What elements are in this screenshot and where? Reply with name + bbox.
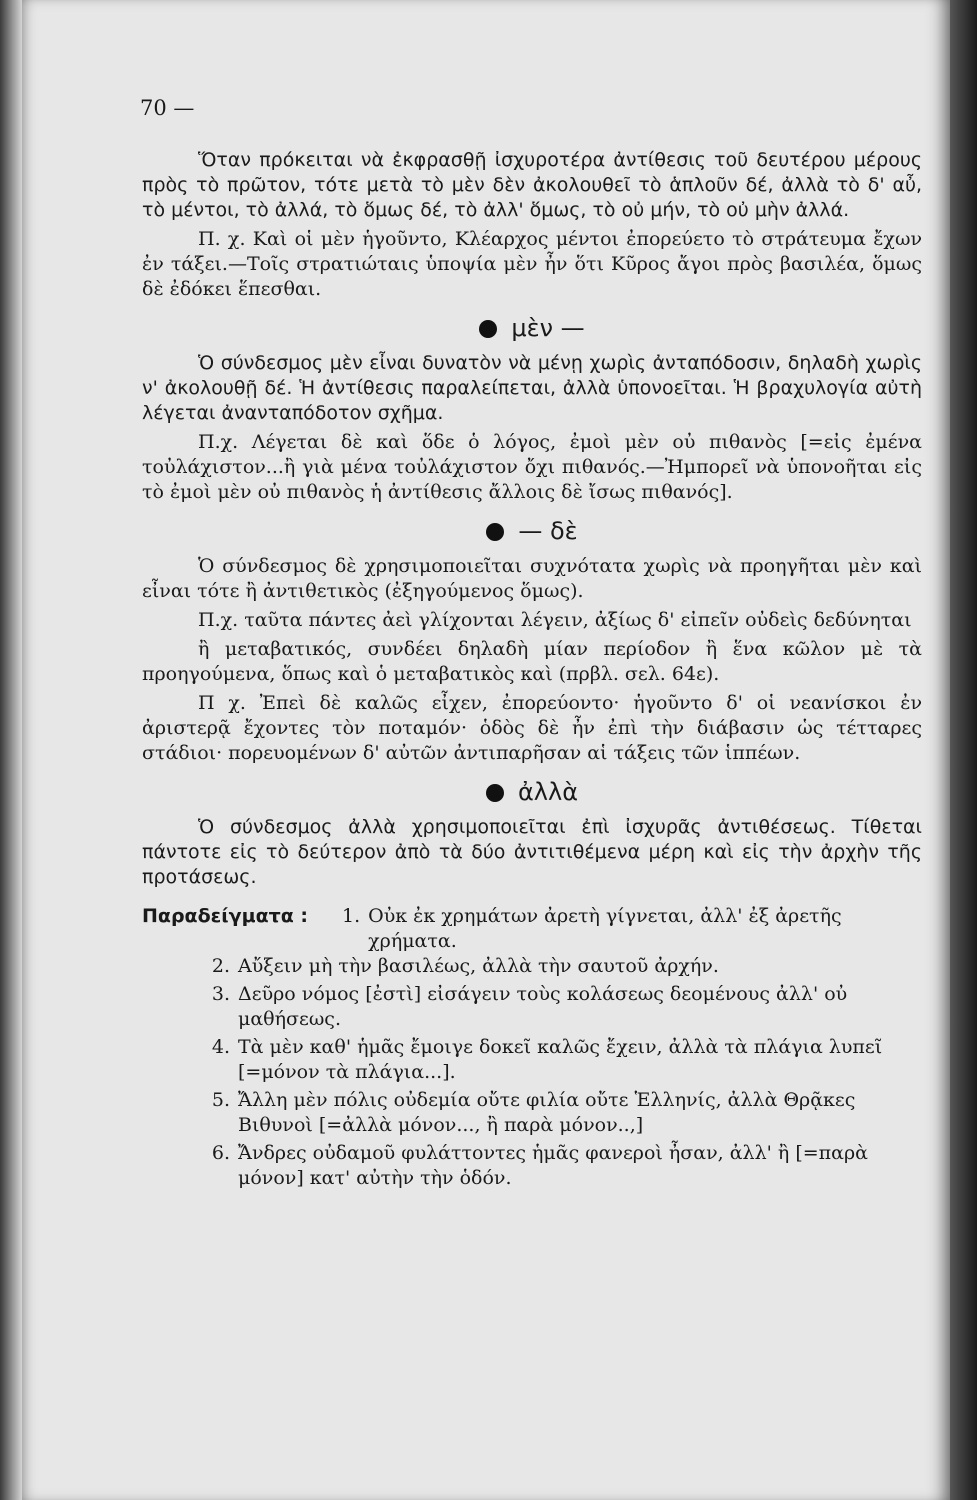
example-row — [142, 1088, 922, 1138]
heading-de-text: — δὲ — [518, 517, 578, 545]
example-num: 1. — [342, 905, 361, 927]
heading-de — [142, 519, 922, 544]
page-right-edge — [950, 0, 977, 1500]
para-men-without-de: Ὁ σύνδεσμος μὲν εἶναι δυνατὸν νὰ μένῃ χωρὶς ἀνταπόδοσιν, δηλαδὴ χωρὶς ν' ἀκολουθῇ δέ. Ἡ ἀντίθεσις παραλείπεται, ἀλλὰ ὑπονοεῖται. Ἡ βραχυλογία αὐτὴ λέγεται ἀνανταπόδοτον σχῆμα. — [142, 352, 922, 424]
example-row — [142, 1141, 922, 1191]
example-num: 4. — [211, 1036, 230, 1058]
bullet-icon — [479, 320, 497, 338]
page-left-edge — [0, 0, 22, 1500]
heading-men-text: μὲν — — [511, 314, 585, 342]
example-text: Τὰ μὲν καθ' ἡμᾶς ἔμοιγε δοκεῖ καλῶς ἔχειν, ἀλλὰ τὰ πλάγια λυπεῖ [=μόνον τὰ πλάγια...]. — [238, 1036, 883, 1083]
para-example-de-2: Π χ. Ἐπεὶ δὲ καλῶς εἶχεν, ἐπορεύοντο· ἡγοῦντο δ' οἱ νεανίσκοι ἐν ἀριστερᾷ ἔχοντες τὸν ποταμόν· ὁδὸς δὲ ἦν ἐπὶ τὴν διάβασιν ὡς τέτταρες στάδιοι· πορευομένων δ' αὐτῶν ἀντιπαρῆσαν αἱ τάξεις τῶν ἱππέων. — [142, 692, 922, 764]
example-text: Ἄνδρες οὐδαμοῦ φυλάττοντες ἡμᾶς φανεροὶ ἦσαν, ἀλλ' ἢ [=παρὰ μόνον] κατ' αὐτὴν τὴν ὁδόν. — [238, 1142, 868, 1189]
para-de-transitional: ἢ μεταβατικός, συνδέει δηλαδὴ μίαν περίοδον ἢ ἕνα κῶλον μὲ τὰ προηγούμενα, ὅπως καὶ ὁ μεταβατικὸς καὶ (πρβλ. σελ. 64ε). — [142, 638, 922, 685]
para-strong-antithesis: Ὅταν πρόκειται νὰ ἐκφρασθῇ ἰσχυροτέρα ἀντίθεσις τοῦ δευτέρου μέρους πρὸς τὸ πρῶτον, τότε μετὰ τὸ μὲν δὲν ἀκολουθεῖ τὸ ἁπλοῦν δέ, ἀλλὰ τὸ δ' αὖ, τὸ μέντοι, τὸ ἀλλά, τὸ ὅμως δέ, τὸ ἀλλ' ὅμως, τὸ οὐ μήν, τὸ οὐ μὴν ἀλλά. — [142, 149, 922, 221]
examples-list — [142, 904, 922, 1191]
example-num: 2. — [211, 955, 230, 977]
example-num: 6. — [211, 1142, 230, 1164]
heading-alla — [142, 780, 922, 805]
example-text: Οὐκ ἐκ χρημάτων ἀρετὴ γίγνεται, ἀλλ' ἐξ ἀρετῆς χρήματα. — [368, 905, 842, 952]
para-example-menntoi: Π. χ. Καὶ οἱ μὲν ἡγοῦντο, Κλέαρχος μέντοι ἐπορεύετο τὸ στράτευμα ἔχων ἐν τάξει.—Τοῖς στρατιώταις ὑποψία μὲν ἦν ὅτι Κῦρος ἄγοι πρὸς βασιλέα, ὅμως δὲ ἐδόκει ἕπεσθαι. — [142, 228, 922, 300]
heading-men — [142, 316, 922, 341]
example-num: 5. — [211, 1089, 230, 1111]
example-row — [142, 982, 922, 1032]
example-row — [142, 954, 922, 979]
example-row — [142, 1035, 922, 1085]
example-text: Δεῦρο νόμος [ἐστὶ] εἰσάγειν τοὺς κολάσεως δεομένους ἀλλ' οὐ μαθήσεως. — [238, 983, 848, 1030]
example-text: Αὔξειν μὴ τὴν βασιλέως, ἀλλὰ τὴν σαυτοῦ ἀρχήν. — [238, 955, 719, 977]
examples-title: Παραδείγματα : — [142, 905, 309, 927]
example-text: Ἄλλη μὲν πόλις οὐδεμία οὔτε φιλία οὔτε Ἑλληνίς, ἀλλὰ Θρᾷκες Βιθυνοὶ [=ἀλλὰ μόνον..., ἢ παρὰ μόνον..,] — [238, 1089, 856, 1136]
para-example-men: Π.χ. Λέγεται δὲ καὶ ὅδε ὁ λόγος, ἐμοὶ μὲν οὐ πιθανὸς [=εἰς ἐμένα τοὐλάχιστον...ἢ γιὰ μένα τοὐλάχιστον ὄχι πιθανός.—Ἠμπορεῖ νὰ ὑπονοῆται εἰς τὸ ἐμοὶ μὲν οὐ πιθανὸς ἡ ἀντίθεσις ἄλλοις δὲ ἴσως πιθανός]. — [142, 431, 922, 503]
para-de-usage: Ὁ σύνδεσμος δὲ χρησιμοποιεῖται συχνότατα χωρὶς νὰ προηγῆται μὲν καὶ εἶναι τότε ἢ ἀντιθετικὸς (ἐξηγούμενος ὅμως). — [142, 555, 922, 602]
bullet-icon — [486, 523, 504, 541]
heading-alla-text: ἀλλὰ — [517, 778, 579, 806]
para-alla-usage: Ὁ σύνδεσμος ἀλλὰ χρησιμοποιεῖται ἐπὶ ἰσχυρᾶς ἀντιθέσεως. Τίθεται πάντοτε εἰς τὸ δεύτερον ἀπὸ τὰ δύο ἀντιτιθέμενα μέρη καὶ εἰς τὴν ἀρχὴν τῆς προτάσεως. — [142, 816, 922, 888]
example-num: 3. — [211, 983, 230, 1005]
bullet-icon — [486, 784, 504, 802]
para-example-de: Π.χ. ταῦτα πάντες ἀεὶ γλίχονται λέγειν, ἀξίως δ' εἰπεῖν οὐδεὶς δεδύνηται — [198, 609, 912, 631]
page-number: 70 — — [140, 96, 195, 120]
page-content — [142, 148, 922, 1194]
examples-first-row — [142, 904, 922, 954]
